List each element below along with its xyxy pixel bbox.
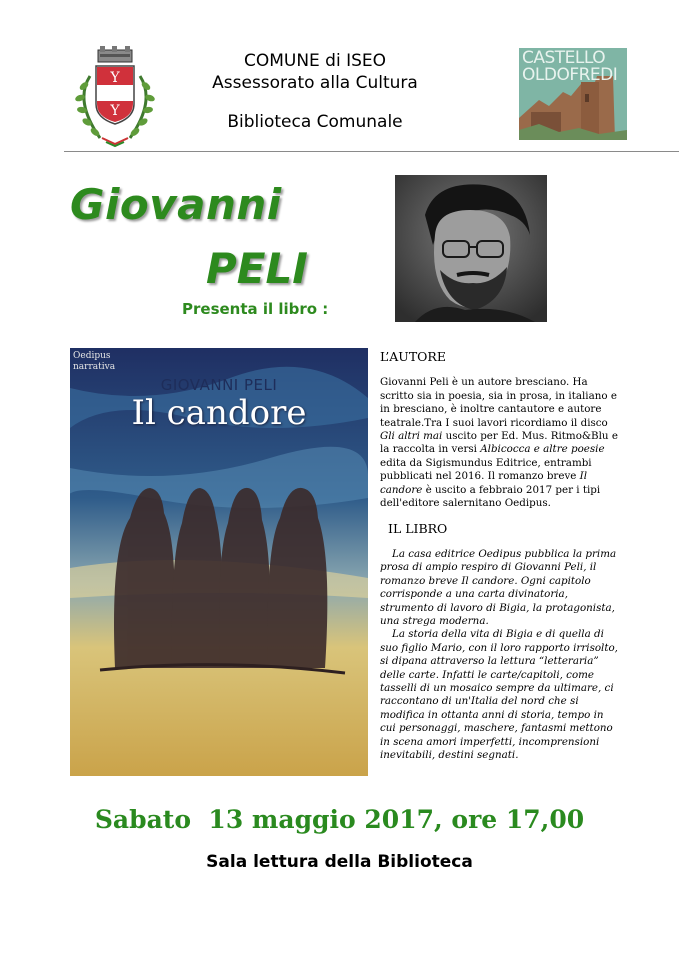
author-bio xyxy=(380,376,620,510)
publisher-series: narrativa xyxy=(73,362,116,372)
presents-book-label: Presenta il libro : xyxy=(182,300,329,318)
author-portrait-photo xyxy=(395,175,547,322)
coat-letter-top: Y xyxy=(110,70,120,86)
album-title: Gli altri mai xyxy=(380,430,443,443)
publisher-mark xyxy=(73,351,115,373)
publisher-name: Oedipus xyxy=(73,351,111,361)
municipality-name: COMUNE di ISEO xyxy=(243,51,387,71)
cover-author: GIOVANNI PELI xyxy=(160,376,278,394)
author-bio-text: è uscito a febbraio 2017 per i tipi dell'editore salernitano Oedipus. xyxy=(380,483,601,510)
header-institution xyxy=(180,50,450,133)
coat-letter-bottom: Y xyxy=(110,103,120,119)
department-name: Assessorato alla Cultura xyxy=(212,73,418,93)
castello-oldofredi-logo xyxy=(519,48,627,140)
author-section-heading: L’AUTORE xyxy=(380,349,446,364)
library-name: Biblioteca Comunale xyxy=(227,112,403,132)
author-bio-text: edita da Sigismundus Editrice, entrambi pubblicati nel 2016. Il romanzo breve xyxy=(380,456,592,483)
poetry-collection-title: Albicocca e altre poesie xyxy=(480,443,605,456)
author-bio-text: uscito per Ed. Mus. Ritmo&Blu e la raccolta in versi xyxy=(380,430,618,456)
cover-title: Il candore xyxy=(131,393,307,433)
author-bio-text: Giovanni Peli è un autore bresciano. Ha scritto sia in poesia, sia in prosa, in italiano e in bresciano, è inoltre cantautore e autore teatrale.Tra I suoi lavori ricordiamo il disco xyxy=(380,376,617,429)
castle-logo-line1: CASTELLO xyxy=(522,48,606,68)
castle-logo-text xyxy=(522,50,617,84)
novel-title: Il candore xyxy=(380,470,587,496)
event-date-time-text: Sabato 13 maggio 2017, ore 17,00 xyxy=(94,805,585,834)
author-first-name: Giovanni xyxy=(70,180,282,229)
castle-logo-line2: OLDOFREDI xyxy=(522,65,618,85)
coat-of-arms-logo xyxy=(70,46,160,150)
event-date-time xyxy=(0,805,679,834)
book-section-heading: IL LIBRO xyxy=(388,521,448,537)
book-cover xyxy=(70,348,368,776)
book-description-paragraph: La casa editrice Oedipus pubblica la prima prosa di ampio respiro di Giovanni Peli, il romanzo breve Il candore. Ogni capitolo corrisponde a una carta divinatoria, strumento di lavoro di Bigia, la protagonista, una strega moderna. xyxy=(380,547,617,627)
author-last-name: PELI xyxy=(206,244,308,293)
header-divider xyxy=(64,151,679,152)
event-venue: Sala lettura della Biblioteca xyxy=(206,852,473,872)
book-description-paragraph: La storia della vita di Bigia e di quella di suo figlio Mario, con il loro rapporto irrisolto, si dipana attraverso la lettura “letteraria” delle carte. Infatti le carte/capitoli, come tasselli di un mosaico sempre da ultimare, ci raccontano di un'Italia del nord che si modifica in ottanta anni di storia, tempo in cui personaggi, maschere, fantasmi mettono in scena amori imperfetti, incomprensioni inevitabili, destini segnati. xyxy=(380,628,618,761)
book-description-column xyxy=(380,350,620,762)
